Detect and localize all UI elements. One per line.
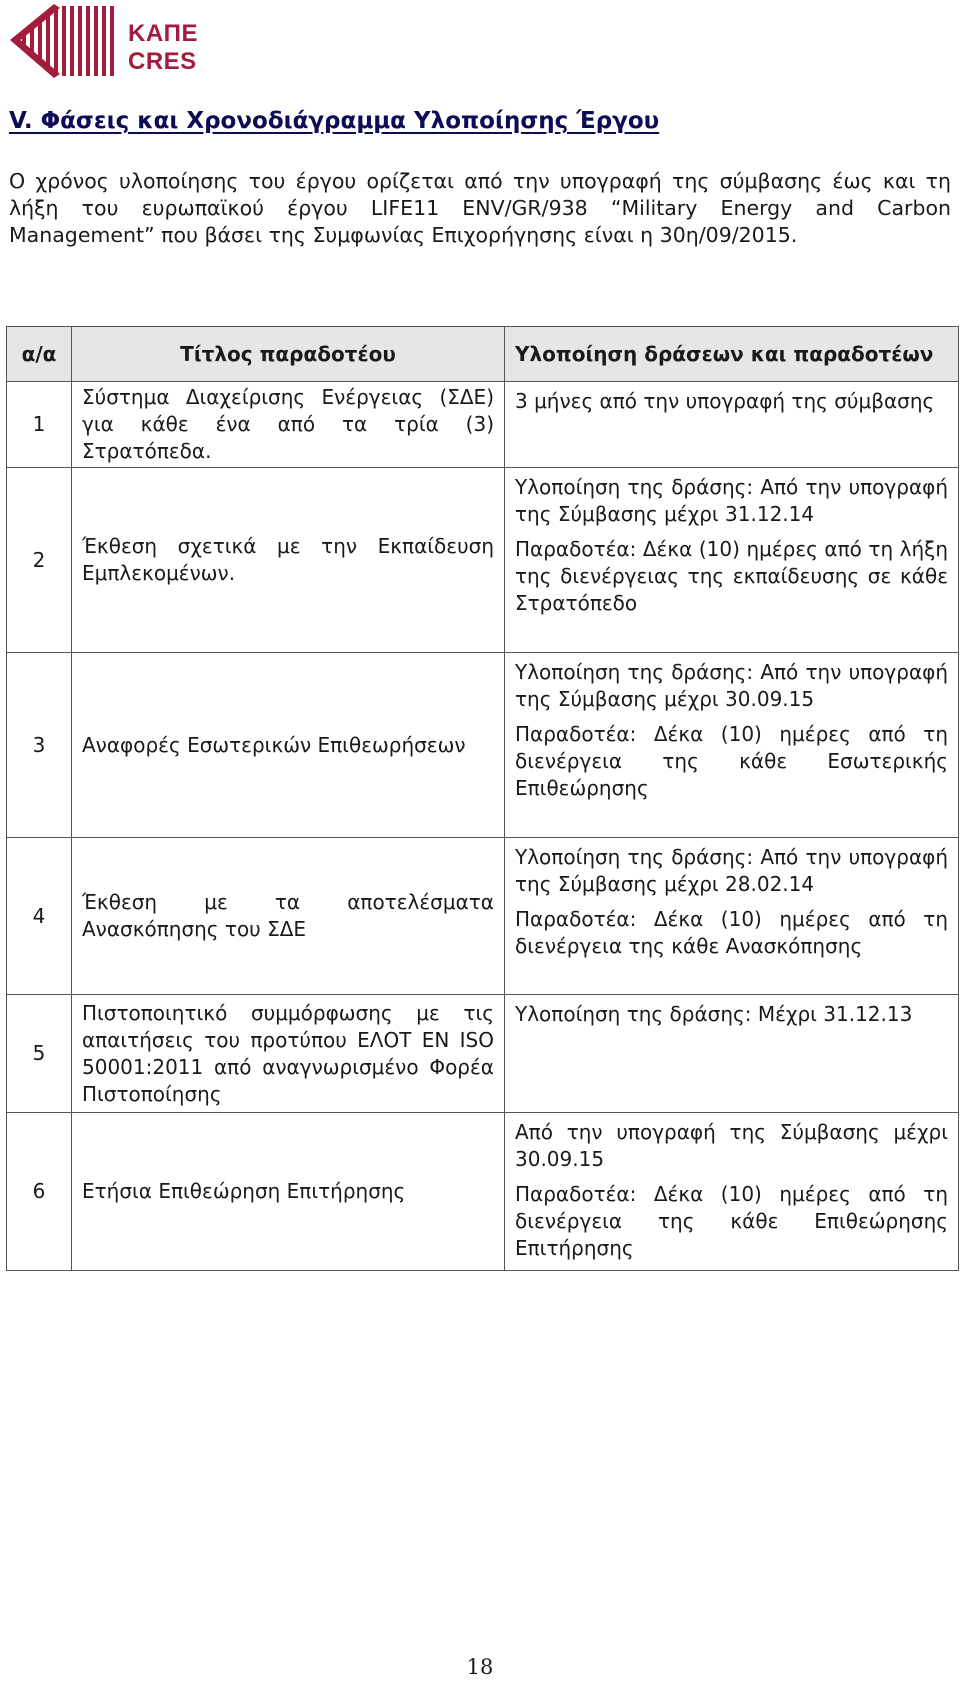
implementation-cell: [505, 838, 959, 995]
implementation-cell: [505, 382, 959, 468]
row-number: 4: [7, 838, 72, 995]
deliverables-text: Παραδοτέα: Δέκα (10) ημέρες από τη λήξη της διενέργειας της εκπαίδευσης σε κάθε Στρατόπεδο: [515, 537, 948, 615]
implementation-text: Υλοποίηση της δράσης: Από την υπογραφή της Σύμβασης μέχρι 28.02.14: [515, 845, 948, 896]
table-row: [7, 1113, 959, 1271]
implementation-cell: [505, 653, 959, 838]
logo-line-kape: ΚΑΠΕ: [128, 20, 199, 47]
deliverables-table: [6, 326, 959, 1271]
cres-logo-mark-icon: [8, 2, 116, 80]
table-row: [7, 382, 959, 468]
implementation-cell: [505, 468, 959, 653]
intro-paragraph: Ο χρόνος υλοποίησης του έργου ορίζεται από την υπογραφή της σύμβασης έως και τη λήξη του ευρωπαϊκού έργου LIFE11 ENV/GR/938 “Military Energy and Carbon Management” που βάσει της Συμφωνίας Επιχορήγησης είναι η 30η/09/2015.: [9, 169, 951, 247]
header-title: Τίτλος παραδοτέου: [72, 327, 505, 382]
row-number: 1: [7, 382, 72, 468]
deliverable-title: Έκθεση με τα αποτελέσματα Ανασκόπησης του ΣΔΕ: [72, 838, 505, 995]
deliverable-title: Σύστημα Διαχείρισης Ενέργειας (ΣΔΕ) για κάθε ένα από τα τρία (3) Στρατόπεδα.: [72, 382, 505, 468]
implementation-text: Υλοποίηση της δράσης: Από την υπογραφή της Σύμβασης μέχρι 31.12.14: [515, 475, 948, 526]
deliverables-text: Παραδοτέα: Δέκα (10) ημέρες από τη διενέργεια της κάθε Εσωτερικής Επιθεώρησης: [515, 722, 948, 800]
row-number: 6: [7, 1113, 72, 1271]
deliverable-title: Αναφορές Εσωτερικών Επιθεωρήσεων: [72, 653, 505, 838]
section-heading: V. Φάσεις και Χρονοδιάγραμμα Υλοποίησης Έργου: [9, 108, 660, 134]
table-header-row: [7, 327, 959, 382]
implementation-text: Από την υπογραφή της Σύμβασης μέχρι 30.09.15: [515, 1120, 948, 1171]
implementation-text: 3 μήνες από την υπογραφή της σύμβασης: [515, 389, 935, 413]
table-row: [7, 653, 959, 838]
header-implementation: Υλοποίηση δράσεων και παραδοτέων: [505, 327, 959, 382]
header-number: α/α: [7, 327, 72, 382]
deliverables-text: Παραδοτέα: Δέκα (10) ημέρες από τη διενέργεια της κάθε Ανασκόπησης: [515, 907, 948, 958]
logo-line-cres: CRES: [128, 48, 197, 75]
row-number: 5: [7, 995, 72, 1113]
deliverable-title: Ετήσια Επιθεώρηση Επιτήρησης: [72, 1113, 505, 1271]
deliverables-text: Παραδοτέα: Δέκα (10) ημέρες από τη διενέργεια της κάθε Επιθεώρησης Επιτήρησης: [515, 1182, 948, 1260]
row-number: 3: [7, 653, 72, 838]
page-number: 18: [466, 1655, 494, 1679]
implementation-cell: [505, 1113, 959, 1271]
deliverable-title: Πιστοποιητικό συμμόρφωσης με τις απαιτήσεις του προτύπου ΕΛΟΤ ΕΝ ISO 50001:2011 από αναγνωρισμένο Φορέα Πιστοποίησης: [72, 995, 505, 1113]
cres-logo-text: [128, 20, 198, 76]
deliverable-title: Έκθεση σχετικά με την Εκπαίδευση Εμπλεκομένων.: [72, 468, 505, 653]
table-row: [7, 995, 959, 1113]
row-number: 2: [7, 468, 72, 653]
implementation-text: Υλοποίηση της δράσης: Από την υπογραφή της Σύμβασης μέχρι 30.09.15: [515, 660, 948, 711]
table-row: [7, 468, 959, 653]
implementation-text: Υλοποίηση της δράσης: Μέχρι 31.12.13: [515, 1002, 913, 1026]
implementation-cell: [505, 995, 959, 1113]
table-row: [7, 838, 959, 995]
cres-logo: [8, 2, 208, 80]
